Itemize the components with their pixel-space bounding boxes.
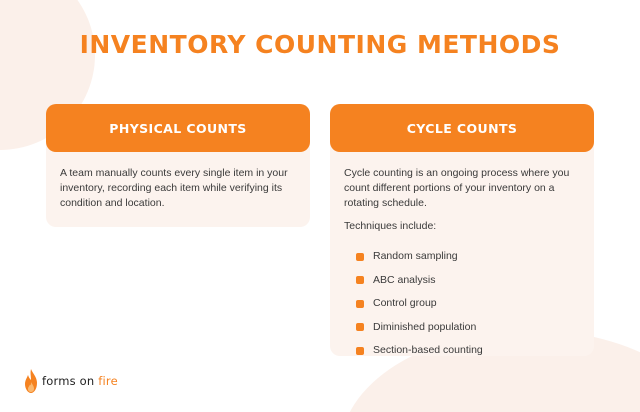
physical-counts-description: A team manually counts every single item in your inventory, recording each item while verifying its condition and location.	[60, 167, 288, 209]
bullet-icon	[356, 347, 364, 355]
physical-counts-card	[46, 104, 310, 227]
techniques-list	[344, 245, 582, 363]
cycle-counts-header: CYCLE COUNTS	[330, 104, 594, 152]
cycle-counts-card	[330, 104, 594, 356]
brand-name-part2: fire	[98, 374, 118, 388]
cycle-counts-description: Cycle counting is an ongoing process where you count different portions of your inventory on a rotating schedule.	[344, 167, 570, 209]
bullet-icon	[356, 276, 364, 284]
bullet-icon	[356, 253, 364, 261]
technique-label: Section-based counting	[373, 344, 483, 357]
brand-name-part1: forms on	[42, 374, 99, 388]
bullet-icon	[356, 300, 364, 308]
technique-label: Control group	[373, 297, 437, 310]
physical-counts-header: PHYSICAL COUNTS	[46, 104, 310, 152]
cycle-counts-body	[344, 166, 582, 363]
list-item	[356, 292, 582, 316]
brand-name	[42, 374, 118, 388]
list-item	[356, 316, 582, 340]
brand-logo	[24, 368, 118, 394]
technique-label: Random sampling	[373, 250, 458, 263]
flame-icon	[24, 369, 38, 393]
technique-label: Diminished population	[373, 320, 477, 333]
techniques-label: Techniques include:	[344, 220, 437, 232]
list-item	[356, 245, 582, 269]
list-item	[356, 339, 582, 363]
bullet-icon	[356, 323, 364, 331]
list-item	[356, 269, 582, 293]
page-title: INVENTORY COUNTING METHODS	[79, 30, 561, 59]
technique-label: ABC analysis	[373, 273, 436, 286]
